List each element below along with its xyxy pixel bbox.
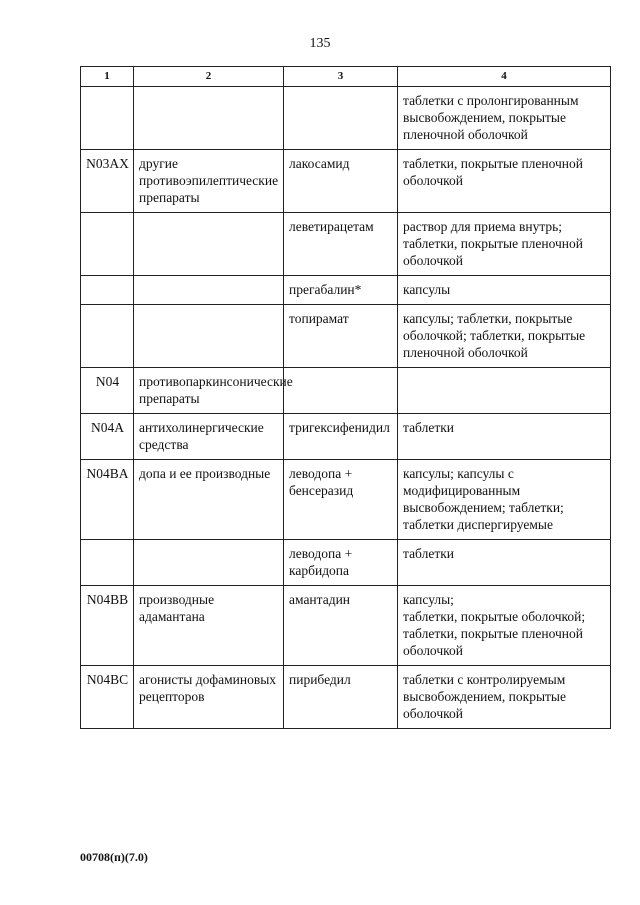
drug-name-cell: леветирацетам <box>284 213 398 276</box>
drug-name-cell: прегабалин* <box>284 276 398 305</box>
header-cell: 2 <box>134 67 284 87</box>
group-name-cell: противопаркинсонические препараты <box>134 368 284 414</box>
table-row <box>81 276 611 305</box>
drug-name-cell: амантадин <box>284 586 398 666</box>
atc-code-cell <box>81 213 134 276</box>
dosage-form-cell: таблетки с контролируемым высвобождением, покрытые оболочкой <box>398 666 611 729</box>
drug-table <box>80 66 611 729</box>
drug-name-cell: пирибедил <box>284 666 398 729</box>
atc-code-cell <box>81 87 134 150</box>
table-row <box>81 540 611 586</box>
dosage-form-cell: раствор для приема внутрь; таблетки, покрытые пленочной оболочкой <box>398 213 611 276</box>
table-row <box>81 586 611 666</box>
dosage-form-cell: таблетки с пролонгированным высвобождением, покрытые пленочной оболочкой <box>398 87 611 150</box>
dosage-form-cell: таблетки <box>398 414 611 460</box>
table-row <box>81 213 611 276</box>
dosage-form-cell: капсулы <box>398 276 611 305</box>
group-name-cell <box>134 87 284 150</box>
atc-code-cell: N04BC <box>81 666 134 729</box>
atc-code-cell <box>81 540 134 586</box>
group-name-cell: антихолинергические средства <box>134 414 284 460</box>
atc-code-cell <box>81 305 134 368</box>
atc-code-cell: N04BA <box>81 460 134 540</box>
atc-code-cell: N04 <box>81 368 134 414</box>
table-body <box>81 87 611 729</box>
header-cell: 1 <box>81 67 134 87</box>
group-name-cell <box>134 540 284 586</box>
page-number: 135 <box>309 36 331 51</box>
group-name-cell <box>134 305 284 368</box>
group-name-cell: производные адамантана <box>134 586 284 666</box>
group-name-cell: допа и ее производные <box>134 460 284 540</box>
group-name-cell <box>134 213 284 276</box>
drug-name-cell: тригексифенидил <box>284 414 398 460</box>
table-row <box>81 368 611 414</box>
dosage-form-cell <box>398 368 611 414</box>
table-row <box>81 460 611 540</box>
table-row <box>81 305 611 368</box>
group-name-cell: агонисты дофаминовых рецепторов <box>134 666 284 729</box>
dosage-form-cell: капсулы; капсулы с модифицированным высвобождением; таблетки; таблетки диспергируемые <box>398 460 611 540</box>
dosage-form-cell: таблетки <box>398 540 611 586</box>
drug-name-cell: лакосамид <box>284 150 398 213</box>
drug-name-cell: леводопа + бенсеразид <box>284 460 398 540</box>
atc-code-cell: N04A <box>81 414 134 460</box>
table-row <box>81 666 611 729</box>
atc-code-cell: N03AX <box>81 150 134 213</box>
table-row <box>81 414 611 460</box>
atc-code-cell <box>81 276 134 305</box>
group-name-cell <box>134 276 284 305</box>
atc-code-cell: N04BB <box>81 586 134 666</box>
document-code: 00708(п)(7.0) <box>80 850 148 864</box>
drug-name-cell: леводопа + карбидопа <box>284 540 398 586</box>
header-row <box>81 67 611 87</box>
table-row <box>81 150 611 213</box>
header-cell: 3 <box>284 67 398 87</box>
table-row <box>81 87 611 150</box>
dosage-form-cell: капсулы; таблетки, покрытые оболочкой; таблетки, покрытые пленочной оболочкой <box>398 586 611 666</box>
dosage-form-cell: таблетки, покрытые пленочной оболочкой <box>398 150 611 213</box>
dosage-form-cell: капсулы; таблетки, покрытые оболочкой; таблетки, покрытые пленочной оболочкой <box>398 305 611 368</box>
drug-name-cell <box>284 368 398 414</box>
group-name-cell: другие противоэпилептические препараты <box>134 150 284 213</box>
drug-name-cell <box>284 87 398 150</box>
header-cell: 4 <box>398 67 611 87</box>
drug-name-cell: топирамат <box>284 305 398 368</box>
